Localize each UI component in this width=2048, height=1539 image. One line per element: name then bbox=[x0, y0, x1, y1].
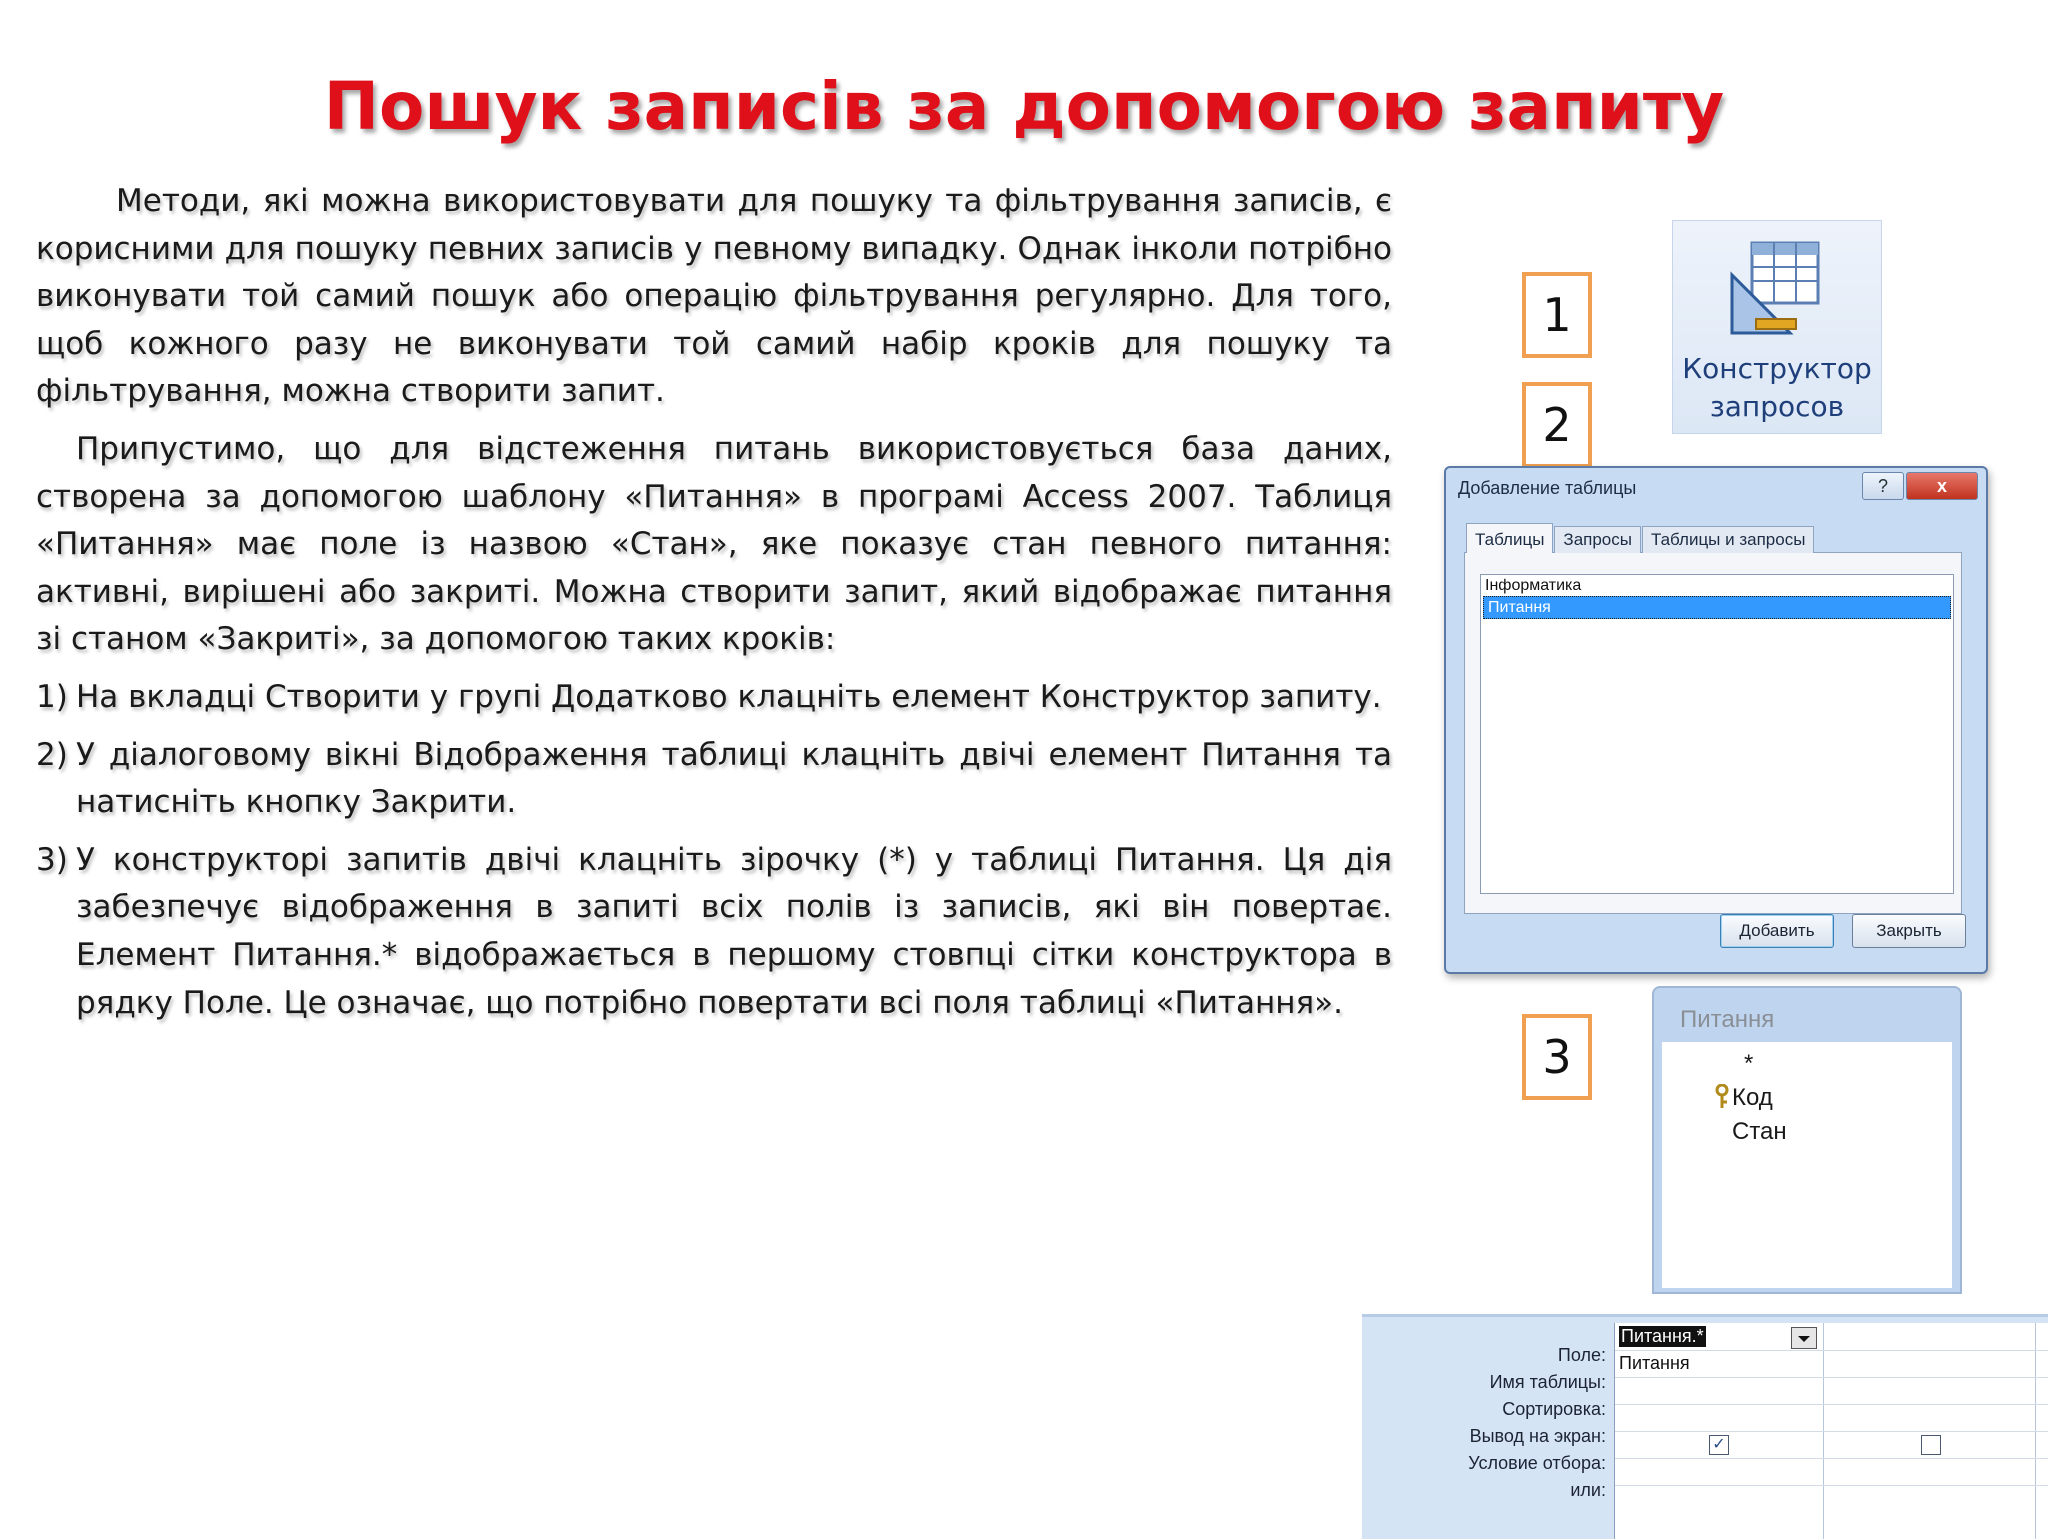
step-marker-2: 2 bbox=[1522, 382, 1592, 468]
grid-label-field: Поле: bbox=[1557, 1345, 1606, 1365]
grid-cells bbox=[1614, 1323, 2048, 1539]
table-field-list bbox=[1652, 986, 1962, 1294]
step-marker-1: 1 bbox=[1522, 272, 1592, 358]
field-status[interactable]: Стан bbox=[1732, 1118, 1787, 1145]
step-text: У діалоговому вікні Відображення таблиці клацніть двічі елемент Питання та натисніть кнопку Закрити. bbox=[76, 736, 1392, 821]
dialog-tabs bbox=[1466, 526, 1815, 553]
field-cell-value[interactable]: Питання.* bbox=[1621, 1326, 1704, 1346]
close-icon[interactable]: x bbox=[1906, 472, 1978, 500]
grid-label-show: Вывод на экран: bbox=[1469, 1426, 1606, 1446]
show-checkbox-2[interactable] bbox=[1921, 1435, 1941, 1455]
field-list bbox=[1662, 1042, 1952, 1288]
paragraph-example: Припустимо, що для відстеження питань використовується база даних, створена за допомогою шаблону «Питання» в програмі Access 2007. Таблиця «Питання» має поле із назвою «Стан», яке показує стан певного питання: активні, вирішені або закриті. Можна створити запит, який відображає питання зі станом «Закриті», за допомогою таких кроків: bbox=[36, 430, 1392, 658]
body-text bbox=[36, 178, 1392, 1037]
field-id[interactable]: Код bbox=[1732, 1084, 1773, 1111]
grid-label-table: Имя таблицы: bbox=[1489, 1372, 1606, 1392]
chevron-down-icon[interactable] bbox=[1791, 1327, 1817, 1349]
step-marker-3: 3 bbox=[1522, 1014, 1592, 1100]
step-number: 1) bbox=[36, 678, 68, 715]
grid-label-criteria: Условие отбора: bbox=[1468, 1453, 1606, 1473]
query-design-grid bbox=[1362, 1314, 2048, 1539]
step-3 bbox=[36, 837, 1392, 1027]
query-design-icon bbox=[1722, 235, 1832, 345]
step-text: У конструкторі запитів двічі клацніть зірочку (*) у таблиці Питання. Ця дія забезпечує відображення в запиті всіх полів із записів, які він повертає. Елемент Питання.* відображається в першому стовпці сітки конструктора в рядку Поле. Це означає, що потрібно повертати всі поля таблиці «Питання». bbox=[76, 841, 1392, 1021]
step-text: На вкладці Створити у групі Додатково клацніть елемент Конструктор запиту. bbox=[76, 678, 1382, 715]
constructor-label-line2: запросов bbox=[1709, 390, 1845, 423]
step-number: 2) bbox=[36, 736, 68, 773]
tab-tables-and-queries[interactable]: Таблицы и запросы bbox=[1642, 526, 1814, 553]
step-2 bbox=[36, 732, 1392, 827]
add-button[interactable]: Добавить bbox=[1720, 914, 1834, 948]
query-constructor-button[interactable] bbox=[1672, 220, 1882, 434]
field-all[interactable]: * bbox=[1744, 1050, 1754, 1077]
step-number: 3) bbox=[36, 841, 68, 878]
step-1 bbox=[36, 674, 1392, 722]
tables-listbox[interactable] bbox=[1480, 574, 1954, 894]
add-table-dialog bbox=[1444, 466, 1988, 974]
grid-label-sort: Сортировка: bbox=[1502, 1399, 1606, 1419]
close-button[interactable]: Закрыть bbox=[1852, 914, 1966, 948]
help-button[interactable]: ? bbox=[1862, 472, 1904, 500]
list-item[interactable]: Інформатика bbox=[1485, 577, 1582, 594]
tab-queries[interactable]: Запросы bbox=[1554, 526, 1641, 553]
table-name: Питання bbox=[1680, 1006, 1775, 1033]
tab-tables[interactable]: Таблицы bbox=[1466, 523, 1553, 553]
table-cell-value[interactable]: Питання bbox=[1619, 1353, 1690, 1373]
key-icon bbox=[1714, 1084, 1730, 1110]
dialog-title: Добавление таблицы bbox=[1458, 478, 1637, 498]
grid-label-or: или: bbox=[1570, 1480, 1606, 1500]
constructor-label-line1: Конструктор bbox=[1682, 352, 1872, 385]
list-item-selected[interactable]: Питання bbox=[1483, 596, 1951, 619]
show-checkbox-1[interactable]: ✓ bbox=[1709, 1435, 1729, 1455]
paragraph-intro: Методи, які можна використовувати для пошуку та фільтрування записів, є корисними для пошуку певних записів у певному випадку. Однак інколи потрібно виконувати той самий пошук або операцію фільтрування регулярно. Для того, щоб кожного разу не виконувати той самий набір кроків для пошуку та фільтрування, можна створити запит. bbox=[36, 183, 1392, 410]
slide-title: Пошук записів за допомогою запиту bbox=[323, 68, 1725, 145]
